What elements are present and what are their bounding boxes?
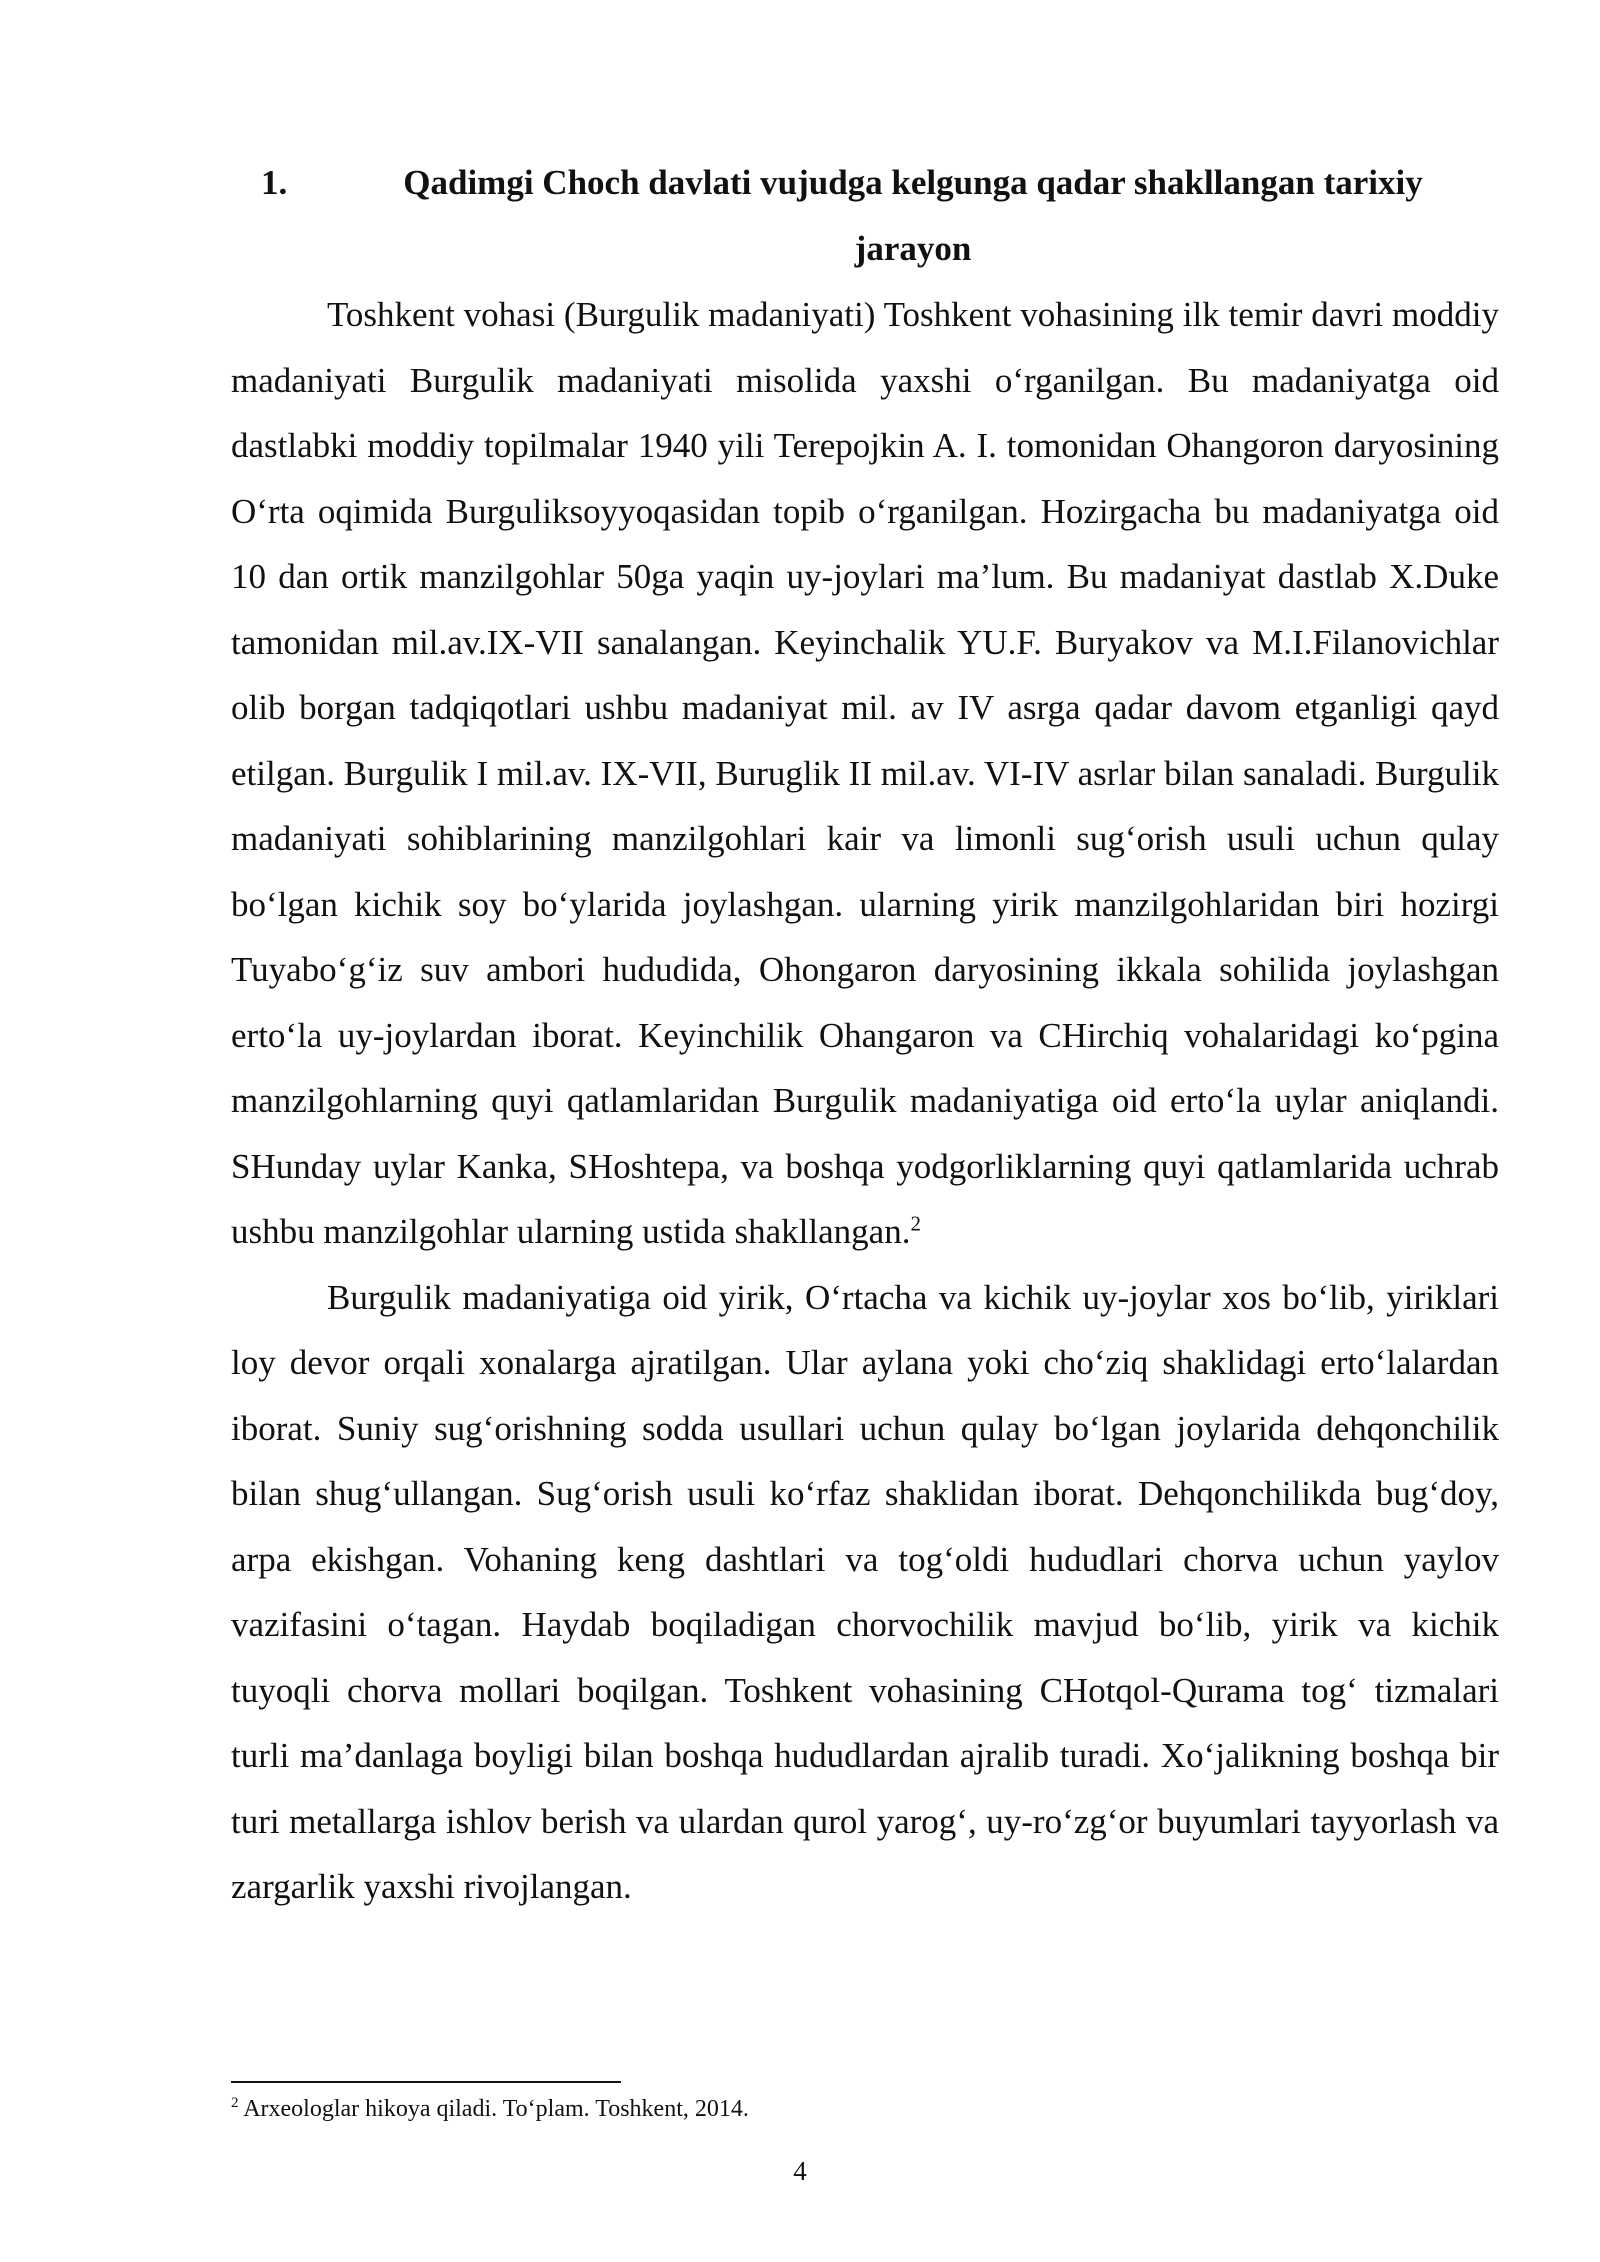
page-number: 4 [793, 2156, 807, 2186]
paragraph-burgulik-intro [231, 282, 1499, 1265]
section-heading [231, 150, 1499, 282]
footnote [231, 2094, 749, 2124]
paragraph-text: Burgulik madaniyatiga oid yirik, O‘rtacha va kichik uy-joylar xos bo‘lib, yiriklari loy devor orqali xonalarga ajratilgan. Ular aylana yoki cho‘ziq shaklidagi erto‘lalardan iborat. Suniy sug‘orishning sodda usullari uchun qulay bo‘lgan joylarida dehqonchilik bilan shug‘ullangan. Sug‘orish usuli ko‘rfaz shaklidan iborat. Dehqonchilikda bug‘doy, arpa ekishgan. Vohaning keng dashtlari va tog‘oldi hududlari chorva uchun yaylov vazifasini o‘tagan. Haydab boqiladigan chorvochilik mavjud bo‘lib, yirik va kichik tuyoqli chorva mollari boqilgan. Toshkent vohasining CHotqol-Qurama tog‘ tizmalari turli ma’danlaga boyligi bilan boshqa hududlardan ajralib turadi. Xo‘jalikning boshqa bir turi metallarga ishlov berish va ulardan qurol yarog‘, uy-ro‘zg‘or buyumlari tayyorlash va zargarlik yaxshi rivojlangan. [231, 1277, 1499, 1906]
paragraph-text: Toshkent vohasi (Burgulik madaniyati) Toshkent vohasining ilk temir davri moddiy madaniyati Burgulik madaniyati misolida yaxshi o‘rganilgan. Bu madaniyatga oid dastlabki moddiy topilmalar 1940 yili Terepojkin A. I. tomonidan Ohangoron daryosining O‘rta oqimida Burguliksoyyoqasidan topib o‘rganilgan. Hozirgacha bu madaniyatga oid 10 dan ortik manzilgohlar 50ga yaqin uy-joylari ma’lum. Bu madaniyat dastlab X.Duke tamonidan mil.av.IX-VII sanalangan. Keyinchalik YU.F. Buryakov va M.I.Filanovichlar olib borgan tadqiqotlari ushbu madaniyat mil. av IV asrga qadar davom etganligi qayd etilgan. Burgulik I mil.av. IX-VII, Buruglik II mil.av. VI-IV asrlar bilan sanaladi. Burgulik madaniyati sohiblarining manzilgohlari kair va limonli sug‘orish usuli uchun qulay bo‘lgan kichik soy bo‘ylarida joylashgan. ularning yirik manzilgohlaridan biri hozirgi Tuyabo‘g‘iz suv ambori hududida, Ohongaron daryosining ikkala sohilida joylashgan erto‘la uy-joylardan iborat. Keyinchilik Ohangaron va CHirchiq vohalaridagi ko‘pgina manzilgohlarning quyi qatlamlaridan Burgulik madaniyatiga oid erto‘la uylar aniqlandi. SHunday uylar Kanka, SHoshtepa, va boshqa yodgorliklarning quyi qatlamlarida uchrab ushbu manzilgohlar ularning ustida shakllangan. [231, 295, 1499, 1251]
section-title: Qadimgi Choch davlati vujudga kelgunga qadar shakllangan tarixiy jarayon [403, 163, 1423, 268]
page-content [231, 150, 1499, 1920]
paragraph-burgulik-dwellings [231, 1265, 1499, 1920]
footnote-number: 2 [231, 2095, 239, 2111]
footnote-reference[interactable]: 2 [910, 1211, 921, 1236]
section-number: 1. [261, 163, 288, 202]
footnote-text: Arxeologlar hikoya qiladi. To‘plam. Toshkent, 2014. [243, 2096, 749, 2122]
footnote-separator [231, 2081, 621, 2083]
